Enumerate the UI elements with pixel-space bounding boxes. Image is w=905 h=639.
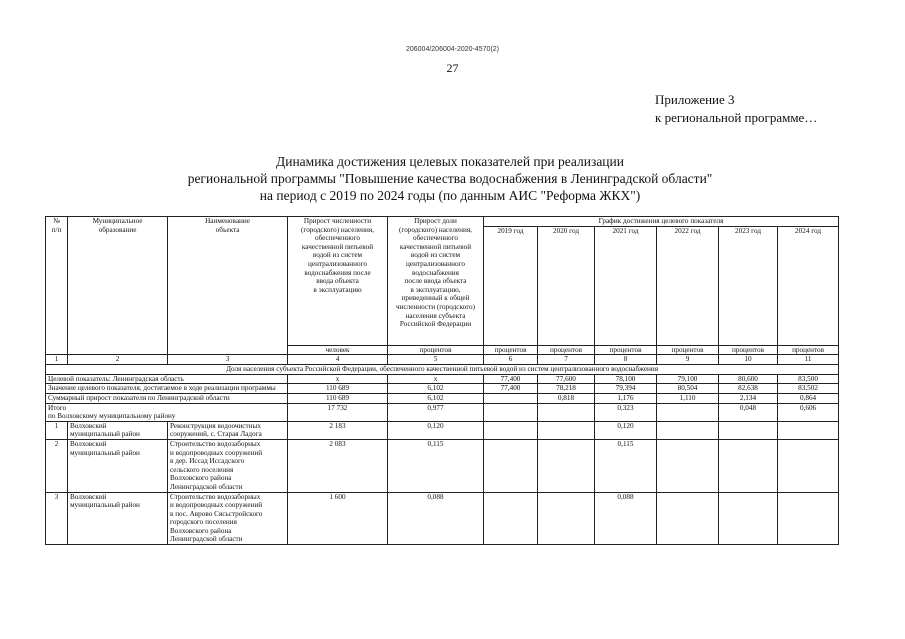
year-value [719,492,778,545]
year-value: 77,400 [484,374,538,384]
share-growth-value: 0,115 [388,439,484,492]
year-value [778,439,839,492]
year-value: 0,323 [595,403,657,421]
header-year: 2021 год [595,226,657,345]
year-value: 78,100 [595,374,657,384]
year-value: 82,638 [719,384,778,394]
share-growth-value: 6,102 [388,384,484,394]
share-growth-value: 0,977 [388,403,484,421]
year-value [657,492,719,545]
column-number: 1 [46,355,68,365]
page-number: 27 [446,61,459,75]
year-value: 0,115 [595,439,657,492]
object-cell: Реконструкция водоочистных сооружений, с. Старая Ладога [168,421,288,439]
header-year: 2019 год [484,226,538,345]
column-numbers-row [46,355,839,365]
unit-cell: процентов [484,345,538,355]
indicator-table [45,216,839,545]
year-value: 0,048 [719,403,778,421]
year-value [484,439,538,492]
year-value [657,421,719,439]
column-number: 8 [595,355,657,365]
unit-cell: процентов [388,345,484,355]
summary-label: Целевой показатель: Ленинградская область [46,374,288,384]
table-body [46,217,839,545]
row-number: 2 [46,439,68,492]
municipality-cell: Волховский муниципальный район [68,492,168,545]
year-value: 79,100 [657,374,719,384]
year-value [538,439,595,492]
year-value: 83,500 [778,374,839,384]
header-year: 2024 год [778,226,839,345]
year-value: 2,134 [719,393,778,403]
summary-label: Значение целевого показателя, достигаемое в ходе реализации программы [46,384,288,394]
header-object: Наименование объекта [168,217,288,355]
summary-label: Суммарный прирост показателя по Ленинградской области [46,393,288,403]
population-growth-value: 2 083 [288,439,388,492]
column-number: 10 [719,355,778,365]
year-value: 0,606 [778,403,839,421]
table-row [46,421,839,439]
population-growth-value: x [288,374,388,384]
summary-row [46,393,839,403]
year-value: 0,864 [778,393,839,403]
year-value: 1,176 [595,393,657,403]
year-value [778,492,839,545]
population-growth-value: 2 183 [288,421,388,439]
year-value: 78,218 [538,384,595,394]
title-line-3: на период с 2019 по 2024 годы (по данным АИС "Реформа ЖКХ") [259,188,641,203]
year-value [538,492,595,545]
header-year: 2023 год [719,226,778,345]
population-growth-value: 17 732 [288,403,388,421]
header-num: № п/п [46,217,68,355]
year-value [657,403,719,421]
year-value: 1,110 [657,393,719,403]
municipality-cell: Волховский муниципальный район [68,439,168,492]
share-growth-value: 6,102 [388,393,484,403]
document-title [100,153,800,204]
summary-row [46,384,839,394]
year-value: 0,818 [538,393,595,403]
header-share-growth: Прирост доли (городского) населения, обеспеченного качественной питьевой водой из систем централизованного водоснабжения после ввода объекта в эксплуатацию, приведенный к общей численности (городского) населения субъекта Российской Федерации [388,217,484,346]
column-number: 5 [388,355,484,365]
section-caption-row [46,365,839,375]
column-number: 9 [657,355,719,365]
unit-cell: процентов [778,345,839,355]
year-value: 77,600 [538,374,595,384]
year-value: 0,120 [595,421,657,439]
table-row [46,439,839,492]
year-value [538,421,595,439]
annex-line-1: Приложение 3 [655,92,735,107]
year-value [719,421,778,439]
year-value [484,393,538,403]
section-caption: Доля населения субъекта Российской Федерации, обеспеченного качественной питьевой водой из систем централизованного водоснабжения [46,365,839,375]
annex-line-2: к региональной программе… [655,110,818,125]
row-number: 3 [46,492,68,545]
document-id: 206004/206004-2020-4570(2) [405,46,500,53]
year-value [778,421,839,439]
year-value [484,492,538,545]
year-value [538,403,595,421]
column-number: 2 [68,355,168,365]
year-value: 77,400 [484,384,538,394]
share-growth-value: 0,120 [388,421,484,439]
unit-cell: человек [288,345,388,355]
population-growth-value: 110 689 [288,384,388,394]
column-number: 6 [484,355,538,365]
municipality-cell: Волховский муниципальный район [68,421,168,439]
population-growth-value: 110 689 [288,393,388,403]
unit-cell: процентов [719,345,778,355]
year-value: 80,504 [657,384,719,394]
title-line-2: региональной программы "Повышение качества водоснабжения в Ленинградской области" [187,171,713,186]
year-value: 79,394 [595,384,657,394]
header-year: 2020 год [538,226,595,345]
annex-caption [655,91,817,127]
header-year: 2022 год [657,226,719,345]
row-number: 1 [46,421,68,439]
year-value [484,403,538,421]
header-schedule: График достижения целевого показателя [484,217,839,227]
year-value [484,421,538,439]
summary-row [46,403,839,421]
column-number: 3 [168,355,288,365]
summary-label: Итого по Волховскому муниципальному району [46,403,288,421]
header-row [46,217,839,227]
column-number: 4 [288,355,388,365]
summary-row [46,374,839,384]
unit-cell: процентов [657,345,719,355]
year-value [657,439,719,492]
column-number: 11 [778,355,839,365]
year-value: 0,088 [595,492,657,545]
year-value: 83,502 [778,384,839,394]
header-municipality: Муниципальное образование [68,217,168,355]
share-growth-value: x [388,374,484,384]
year-value [719,439,778,492]
title-line-1: Динамика достижения целевых показателей при реализации [276,154,624,169]
unit-cell: процентов [595,345,657,355]
year-value: 80,600 [719,374,778,384]
object-cell: Строительство водозаборных и водопроводных сооружений в дер. Иссад Иссадского сельского поселения Волховского района Ленинградской области [168,439,288,492]
column-number: 7 [538,355,595,365]
population-growth-value: 1 600 [288,492,388,545]
share-growth-value: 0,088 [388,492,484,545]
unit-cell: процентов [538,345,595,355]
header-population-growth: Прирост численности (городского) населения, обеспеченного качественной питьевой водой из систем централизованного водоснабжения после ввода объекта в эксплуатацию [288,217,388,346]
object-cell: Строительство водозаборных и водопроводных сооружений в пос. Аврово Сясьстройского городского поселения Волховского района Ленинградской области [168,492,288,545]
table-row [46,492,839,545]
